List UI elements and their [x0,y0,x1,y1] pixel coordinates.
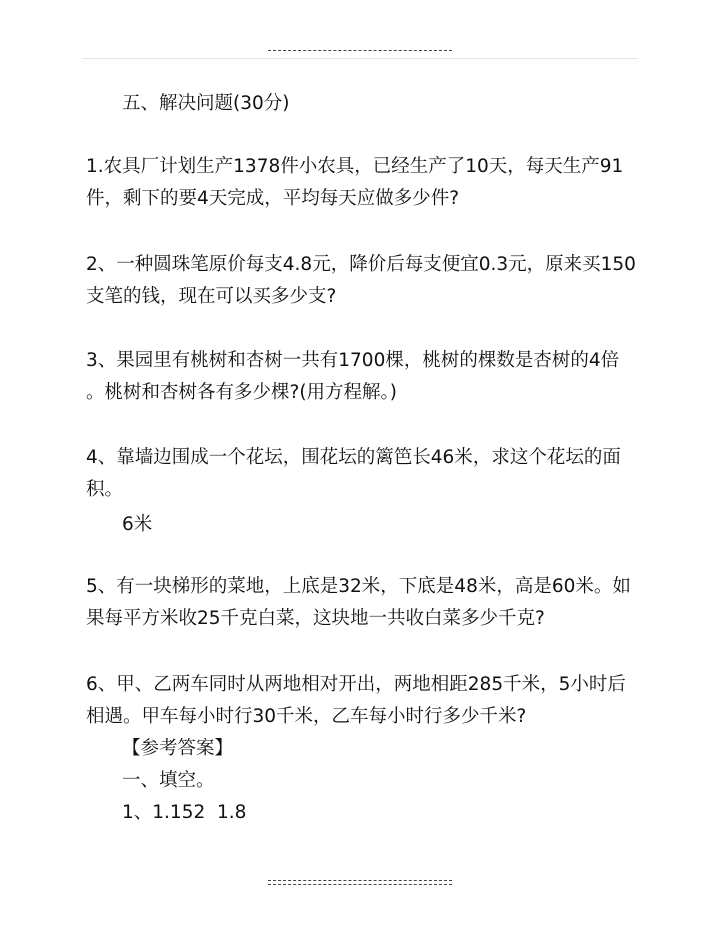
question-6-line-2: 相遇。甲车每小时行30千米，乙车每小时行多少千米? [86,706,527,727]
question-3-line-1: 3、果园里有桃树和杏树一共有1700棵，桃树的棵数是杏树的4倍 [86,350,620,371]
question-4-line-1: 4、靠墙边围成一个花坛，围花坛的篱笆长46米，求这个花坛的面 [86,447,621,468]
figure-label: 6米 [122,514,153,535]
answers-part-one: 一、填空。 [122,770,215,791]
question-2-line-1: 2、一种圆珠笔原价每支4.8元，降价后每支便宜0.3元，原来买150 [86,254,636,275]
header-rule [82,58,638,59]
question-4-line-2: 积。 [86,479,124,500]
footer-dashed-line-2 [268,884,452,885]
answers-heading: 【参考答案】 [122,738,234,759]
question-6-line-1: 6、甲、乙两车同时从两地相对开出，两地相距285千米，5小时后 [86,674,626,695]
header-dashed-line [268,50,452,51]
question-1-line-1: 1.农具厂计划生产1378件小农具，已经生产了10天，每天生产91 [86,156,624,177]
question-5-line-1: 5、有一块梯形的菜地，上底是32米，下底是48米，高是60米。如 [86,576,631,597]
question-2-line-2: 支笔的钱，现在可以买多少支? [86,286,337,307]
question-5-line-2: 果每平方米收25千克白菜，这块地一共收白菜多少千克? [86,608,545,629]
answers-item-one: 1、1.152 1.8 [122,802,247,823]
footer-dashed-line [268,880,452,881]
section-title: 五、解决问题(30分) [122,93,290,114]
question-1-line-2: 件，剩下的要4天完成，平均每天应做多少件? [86,188,460,209]
question-3-line-2: 。桃树和杏树各有多少棵?(用方程解。) [86,382,398,403]
